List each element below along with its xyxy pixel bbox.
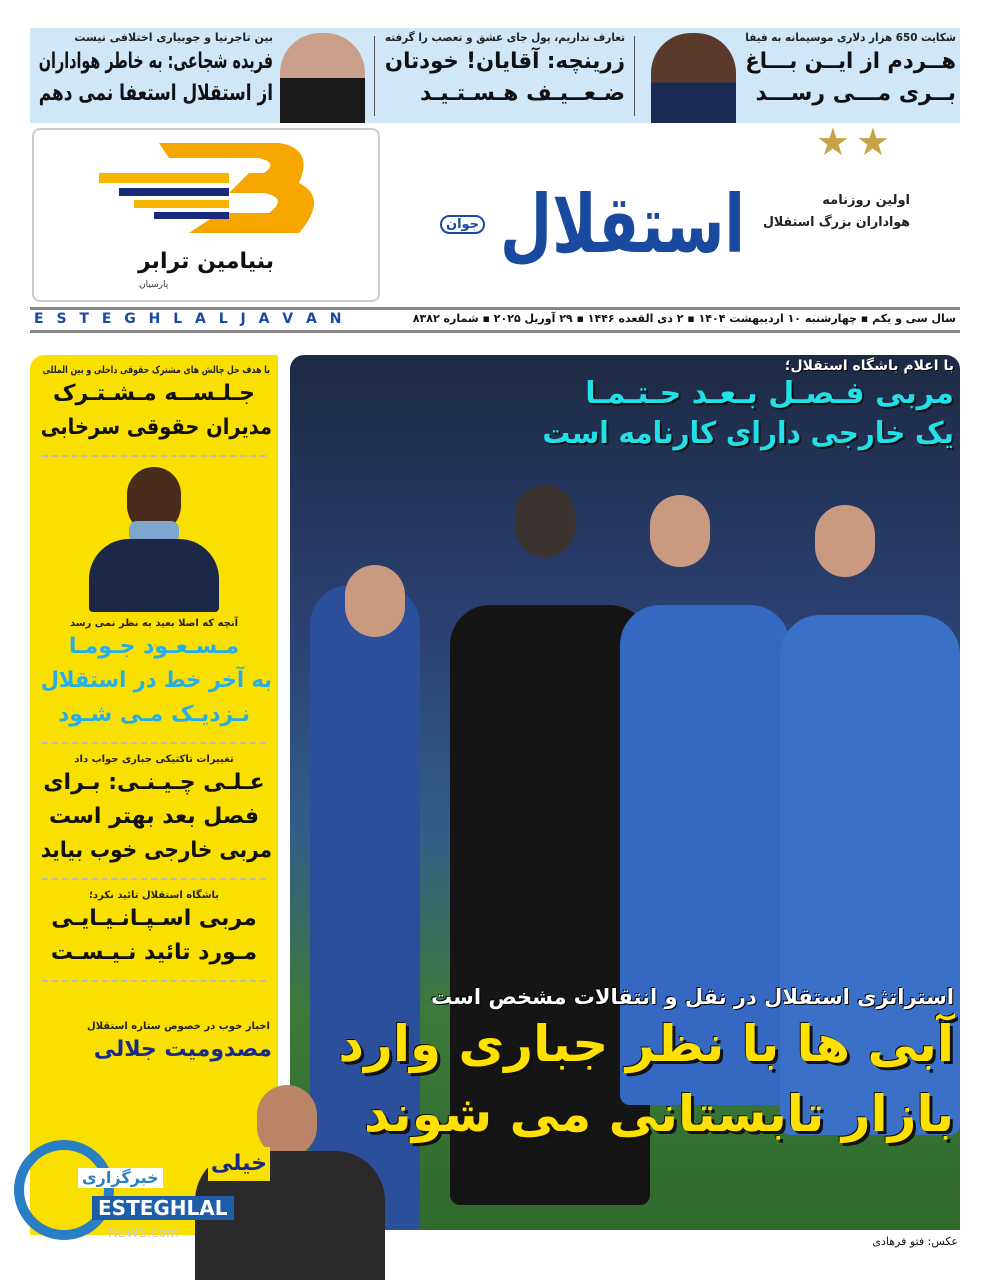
headline: ضـعــیـف هـسـتـیـد	[420, 81, 625, 106]
headline: فریده شجاعی: به خاطر هواداران	[38, 49, 274, 74]
headline: بــری مـــی رســـد	[755, 81, 956, 106]
side-story[interactable]: تغییرات تاکتیکی جباری جواب داد عـلـی چـیـنـی: بـرای فصل بعد بهتر است مربی خارجی خوب بیاید	[40, 754, 273, 863]
divider	[634, 36, 635, 116]
headline: یک خارجی دارای کارنامه است	[542, 416, 954, 451]
photo-credit: عکس: فتو فرهادی	[872, 1235, 958, 1248]
divider	[42, 742, 266, 744]
headline: مربی فـصـل بـعـد حـتـمـا	[585, 376, 954, 411]
brand-logo-icon	[99, 138, 319, 248]
side-story[interactable]: با هدف حل چالش های مشترک حقوقی داخلی و بین المللی جـلـســه مـشـتـرک مدیران حقوقی سرخابی	[40, 365, 273, 440]
ad-sub: پارسیان	[139, 280, 169, 290]
top-story-1[interactable]	[645, 28, 960, 123]
headline: زرینچه: آقایان! خودتان	[384, 49, 625, 74]
tagline: اولین روزنامه هواداران بزرگ استقلال	[763, 193, 910, 230]
top-story-3[interactable]	[30, 28, 365, 123]
watermark-fa: خبرگزاری	[78, 1168, 163, 1188]
advertisement[interactable]	[32, 128, 380, 302]
kicker: تعارف نداریم، پول جای عشق و تعصب را گرفته	[384, 31, 625, 44]
star-icon: ★	[855, 120, 890, 164]
main-headline: بازار تابستانی می شوند	[364, 1085, 954, 1143]
side-story[interactable]: آنچه که اصلا بعید به نظر نمی رسد مـسـعـود جـومـا به آخر خط در استقلال نـزدیـک مـی شـود	[40, 618, 272, 727]
watermark-logo-icon	[14, 1140, 114, 1240]
divider	[42, 878, 266, 880]
logo-sub: جوان	[440, 215, 485, 234]
watermark-text: ESTEGHLAL	[92, 1196, 234, 1220]
ad-brand: بنیامین ترابر	[138, 249, 274, 274]
player-photo	[89, 467, 219, 612]
divider	[42, 455, 266, 457]
person-photo	[651, 33, 736, 123]
main-headline: آبی ها با نظر جباری وارد	[338, 1015, 954, 1073]
subheadline: استراتژی استقلال در نقل و انتقالات مشخص است	[430, 985, 954, 1009]
star-icon: ★	[815, 120, 850, 164]
headline: هــردم از ایــن بـــاغ	[745, 49, 956, 74]
side-story[interactable]: باشگاه استقلال تائید نکرد؛ مربی اسـپـانـیـایـی مـورد تائید نـیـسـت	[50, 890, 258, 965]
brand-latin: E S T E G H L A L J A V A N	[34, 311, 346, 327]
side-story[interactable]: اخبار خوب در خصوص ستاره استقلال مصدومیت جلالی	[87, 1021, 272, 1062]
top-strip	[30, 28, 960, 123]
main-top-story[interactable]	[534, 358, 954, 454]
issue-info: سال سی و یکم ▪ چهارشنبه ۱۰ اردیبهشت ۱۴۰۴ ▪ ۲ ذی القعده ۱۴۴۶ ▪ ۲۹ آوریل ۲۰۲۵ ▪ شماره ۸۳۸۲	[412, 312, 956, 325]
kicker: بین تاجرنیا و جوبیاری اختلافی نیست	[74, 31, 273, 44]
kicker: شکایت 650 هزار دلاری موسیمانه به فیفا	[745, 31, 956, 44]
top-story-2[interactable]	[380, 28, 625, 123]
kicker: با اعلام باشگاه استقلال؛	[784, 358, 954, 374]
dateline	[30, 307, 960, 333]
watermark-domain: NEWS.com	[108, 1226, 179, 1241]
main-lead-story[interactable]	[324, 985, 954, 1149]
newspaper-logo: استقلال	[500, 178, 745, 271]
side-story: خیلی	[208, 1147, 270, 1181]
headline: از استقلال استعفا نمی دهم	[38, 81, 274, 106]
masthead	[440, 120, 910, 300]
divider	[42, 980, 266, 982]
divider	[374, 36, 375, 116]
person-photo	[280, 33, 365, 123]
